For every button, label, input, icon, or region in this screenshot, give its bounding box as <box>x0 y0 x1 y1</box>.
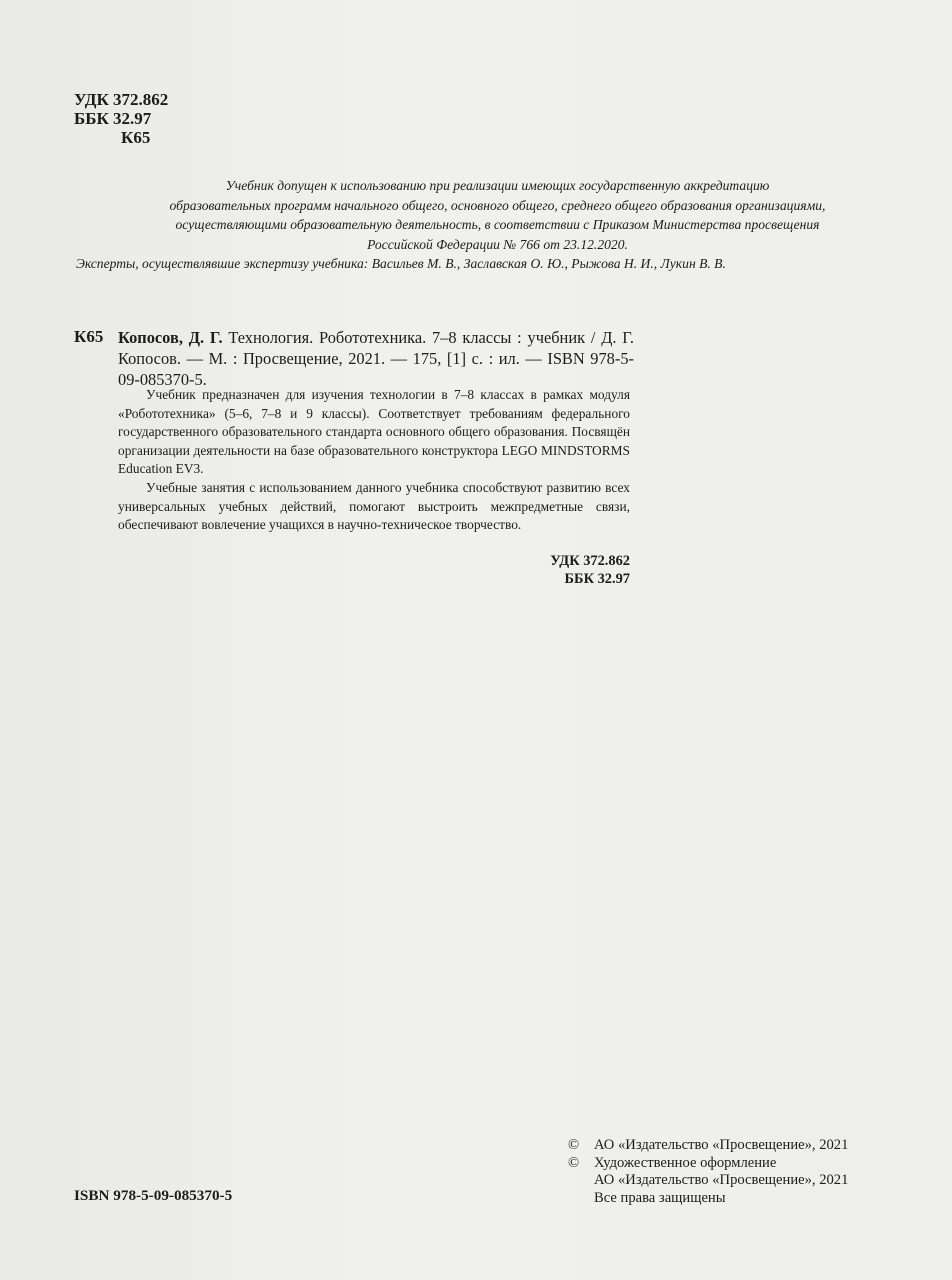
annotation-paragraph: Учебные занятия с использованием данного учебника способствуют развитию всех универсальных учебных действий, помогают выстроить межпредметные связи, обеспечивают вовлечение учащихся в научно-техническое творчество. <box>118 479 630 533</box>
copyright-symbol: © <box>568 1137 580 1153</box>
classification-codes-bottom <box>500 552 630 588</box>
annotation-paragraph: Учебник предназначен для изучения технологии в 7–8 классах в рамках модуля «Робототехника» (5–6, 7–8 и 9 классы). Соответствует требованиям федерального государственного образовательного стандарта основного общего образования. Посвящён организации деятельности на базе образовательного конструктора LEGO MINDSTORMS Education EV3. <box>118 387 630 477</box>
biblio-author-mark: К65 <box>74 327 104 346</box>
copyright-line: Художественное оформление <box>594 1154 777 1171</box>
biblio-author: Копосов, Д. Г. <box>118 328 223 347</box>
approval-line: Учебник допущен к использованию при реализации имеющих государственную аккредитацию <box>225 178 770 193</box>
copyright-line: Все права защищены <box>594 1189 726 1206</box>
bbk-code-bottom: ББК 32.97 <box>564 571 630 587</box>
copyright-line: АО «Издательство «Просвещение», 2021 <box>594 1137 849 1153</box>
show-through-shadow <box>640 312 652 362</box>
approval-line: осуществляющими образовательную деятельность, в соответствии с Приказом Министерства просвещения <box>175 217 820 232</box>
copyright-block <box>568 1137 848 1207</box>
isbn: ISBN 978-5-09-085370-5 <box>74 1187 233 1204</box>
experts-line: Эксперты, осуществлявшие экспертизу учебника: Васильев М. В., Заславская О. Ю., Рыжова Н. И., Лукин В. В. <box>76 256 726 271</box>
bibliographic-record <box>74 327 634 390</box>
copyright-symbol: © <box>568 1154 580 1171</box>
udk-code: УДК 372.862 <box>74 90 169 109</box>
biblio-record: Технология. Робототехника. 7–8 классы : учебник / Д. Г. Копосов. — М. : Просвещение, 2021. — 175, [1] с. : ил. — ISBN 978-5-09-085370-5. <box>118 328 634 389</box>
author-mark: К65 <box>121 128 151 147</box>
bbk-code: ББК 32.97 <box>74 109 152 128</box>
copyright-line: АО «Издательство «Просвещение», 2021 <box>594 1172 849 1189</box>
annotation <box>118 386 630 535</box>
biblio-text <box>118 327 634 390</box>
udk-code-bottom: УДК 372.862 <box>550 553 630 569</box>
approval-notice <box>76 176 919 274</box>
approval-line: образовательных программ начального общего, основного общего, среднего общего образования организациями, <box>169 197 826 213</box>
approval-line: Российской Федерации № 766 от 23.12.2020. <box>367 236 628 252</box>
classification-codes <box>74 90 168 147</box>
